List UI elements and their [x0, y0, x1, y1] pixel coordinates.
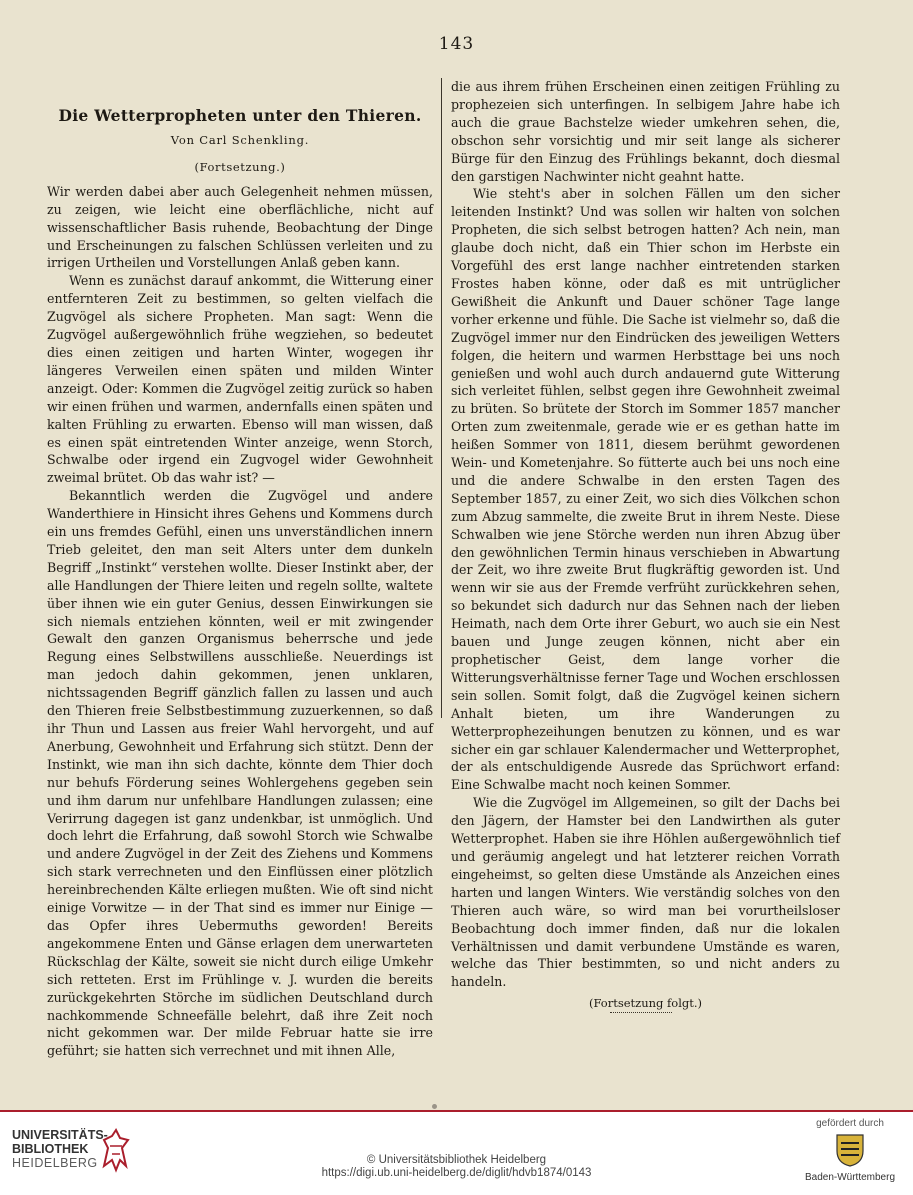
credit-block — [0, 1154, 913, 1180]
page-number: 143 — [438, 34, 475, 54]
paragraph: Wie steht's aber in solchen Fällen um den sicher leitenden Instinkt? Und was sollen wir halten von solchen Propheten, die sich selbst betrogen hatten? Ach nein, man glaube doch nicht, daß ein Thier schon im Herbste ein Vorgefühl des erst lange nachher eintretenden starken Frostes haben könne, oder daß es mit untrüglicher Gewißheit die Ankunft und Dauer schöner Tage lange vorher erkenne und fühle. Die Sache ist vielmehr so, daß die Zugvögel immer nur den Eindrücken des jeweiligen Wetters folgen, die heitern und warmen Herbsttage bei uns noch genießen und wohl auch durch andauernd gute Witterung sich verleitet fühlen, selbst gegen ihre Gewohnheit zweimal zu brüten. So brütete der Storch im Sommer 1857 mancher Orten zum zweitenmale, gerade wie er es gethan hatte im heißen Sommer von 1811, diesem berühmt gewordenen Wein- und Kometenjahre. So fütterte auch bei uns noch eine und die andere Schwalbe in den ersten Tagen des September 1857, zu einer Zeit, wo sich dies Völkchen schon zum Abzug sammelte, die zweite Brut in ihrem Neste. Diese Schwalben wie jene Störche werden nun ihren Abzug über den gewöhnlichen Termin hinaus verschieben in Abwartung der Zeit, wo ihre zweite Brut flugkräftig geworden ist. Und wenn wir sie aus der Fremde verfrüht zurückkehren sehen, so bekundet sich dadurch nur das Sehnen nach der lieben Heimath, nach dem Orte ihrer Geburt, wo auch sie ein Nest bauen und Junge zeugen können, nicht aber ein prophetischer Geist, dem lange vorher die Witterungsverhältnisse ferner Tage und Wochen erschlossen sein sollen. Somit folgt, daß die Zugvögel keinen sichern Anhalt bieten, um ihre Wanderungen zu Wetterprophezeihungen benutzen zu können, und es war sicher ein gar schlauer Kalendermacher und Wetterprophet, der als entschuldigende Ausrede das Sprüchwort erfand: Eine Schwalbe macht noch keinen Sommer. — [451, 186, 840, 793]
funded-by-label: gefördert durch — [816, 1118, 884, 1129]
library-name-line2: BIBLIOTHEK — [12, 1142, 89, 1156]
column-divider — [441, 78, 442, 718]
article-title: Die Wetterpropheten unter den Thieren. — [58, 106, 422, 125]
library-name-line3: HEIDELBERG — [12, 1156, 98, 1170]
copyright-text: © Universitätsbibliothek Heidelberg — [366, 1154, 547, 1166]
source-url-link[interactable]: https://digi.ub.uni-heidelberg.de/diglit/hdvb1874/0143 — [321, 1167, 592, 1179]
continuation-note: (Fortsetzung.) — [194, 159, 286, 174]
library-footer — [0, 1110, 913, 1195]
end-flourish — [610, 1012, 672, 1014]
funder-block — [800, 1118, 900, 1183]
article-author: Von Carl Schenkling. — [170, 133, 310, 147]
funder-name: Baden-Württemberg — [804, 1172, 896, 1183]
page-dot — [432, 1104, 437, 1109]
library-name-line1: UNIVERSITÄTS- — [12, 1128, 108, 1142]
right-column — [451, 78, 840, 1013]
paragraph: Wenn es zunächst darauf ankommt, die Witterung einer entfernteren Zeit zu bestimmen, so gelten vielfach die Zugvögel als sichere Propheten. Man sagt: Wenn die Zugvögel außergewöhnlich frühe wegziehen, so bedeutet dies einen zeitigen und harten Winter, wogegen ihr längeres Verweilen einen späten und milden Winter anzeigt. Oder: Kommen die Zugvögel zeitig zurück so haben wir einen frühen und warmen, andernfalls einen späten und kalten Frühling zu erwarten. Ebenso will man wissen, daß es einen spät eintretenden Winter anzeige, wenn Storch, Schwalbe oder irgend ein Zugvogel wider Gewohnheit zweimal brütet. Ob das wahr ist? — — [47, 273, 433, 486]
paragraph: Wir werden dabei aber auch Gelegenheit nehmen müssen, zu zeigen, wie leicht eine oberflächliche, nicht auf wissenschaftlicher Basis ruhende, Beobachtung der Dinge und Erscheinungen zu falschen Schlüssen verleiten und zu irrigen Urtheilen und Vorstellungen Anlaß geben kann. — [47, 183, 433, 271]
baden-wuerttemberg-crest-icon — [835, 1133, 865, 1167]
paragraph: Wie die Zugvögel im Allgemeinen, so gilt der Dachs bei den Jägern, der Hamster bei den Landwirthen als guter Wetterprophet. Haben sie ihre Höhlen außergewöhnlich tief und geräumig angelegt und hat letzterer reichen Vorrath eingeheimst, so gelten diese Umstände als Anzeichen eines harten und langen Winters. Wie verständig solches von den Thieren auch wäre, so wird man bei vorurtheilsloser Beobachtung doch immer finden, daß nur die lokalen Verhältnissen und damit verbundene Umstände es waren, welche das Thier bestimmten, so und nicht anders zu handeln. — [451, 795, 840, 990]
to-be-continued-note: (Fortsetzung folgt.) — [588, 996, 703, 1011]
paragraph: Bekanntlich werden die Zugvögel und andere Wanderthiere in Hinsicht ihres Gehens und Kommens durch ein uns fremdes Gefühl, einen uns unverständlichen innern Trieb geleitet, den man seit Alters unter dem dunkeln Begriff „Instinkt“ verstehen wollte. Dieser Instinkt aber, der alle Handlungen der Thiere leiten und regeln sollte, waltete über ihnen wie ein guter Genius, dessen Einwirkungen sie sich niemals entziehen könnten, weil er mit zwingender Gewalt den ganzen Organismus beherrsche und jede Regung eines Selbstwillens ausschließe. Neuerdings ist man jedoch dahin gekommen, jenen unklaren, nichtssagenden Begriff gänzlich fallen zu lassen und auch den Thieren freie Selbstbestimmung zuzuerkennen, so daß ihr Thun und Lassen aus freier Wahl hervorgeht, und auf Anerbung, Gewohnheit und Erfahrung sich stützt. Denn der Instinkt, wie man ihn sich dachte, könnte dem Thier doch nur behufs Förderung seines Wohlergehens gegeben sein und ihm darum nur unfehlbare Handlungen zulassen; eine Verirrung dagegen ist ganz undenkbar, ist unmöglich. Und doch lehrt die Erfahrung, daß sowohl Storch wie Schwalbe und andere Zugvögel in der Zeit des Ziehens und Kommens sich stark verrechneten und den Einflüssen einer plötzlich hereinbrechenden Kälte erliegen mußten. Wie oft sind nicht einige Vorwitze — in der That sind es immer nur Einige — das Opfer ihres Uebermuths geworden! Bereits angekommene Enten und Gänse erlagen dem unerwarteten Rückschlag der Kälte, soweit sie nicht durch eilige Umkehr sich retteten. Erst im Frühlinge v. J. wurden die bereits zurückgekehrten Störche im südlichen Deutschland durch nachkommende Schneefälle belehrt, daß ihre Zeit noch nicht gekommen war. Der milde Februar hatte sie irre geführt; sie hatten sich verrechnet und mit ihnen Alle, — [47, 488, 433, 1059]
left-column — [47, 78, 433, 1060]
paragraph: die aus ihrem frühen Erscheinen einen zeitigen Frühling zu prophezeien sich unterfingen. In selbigem Jahre habe ich auch die graue Bachstelze wieder umkehren sehen, die, obschon sehr vorsichtig und mir seit lange als sicherer Bürge für den Einzug des Frühlings bekannt, doch diesmal den garstigen Nachwinter nicht geahnt hatte. — [451, 79, 840, 184]
